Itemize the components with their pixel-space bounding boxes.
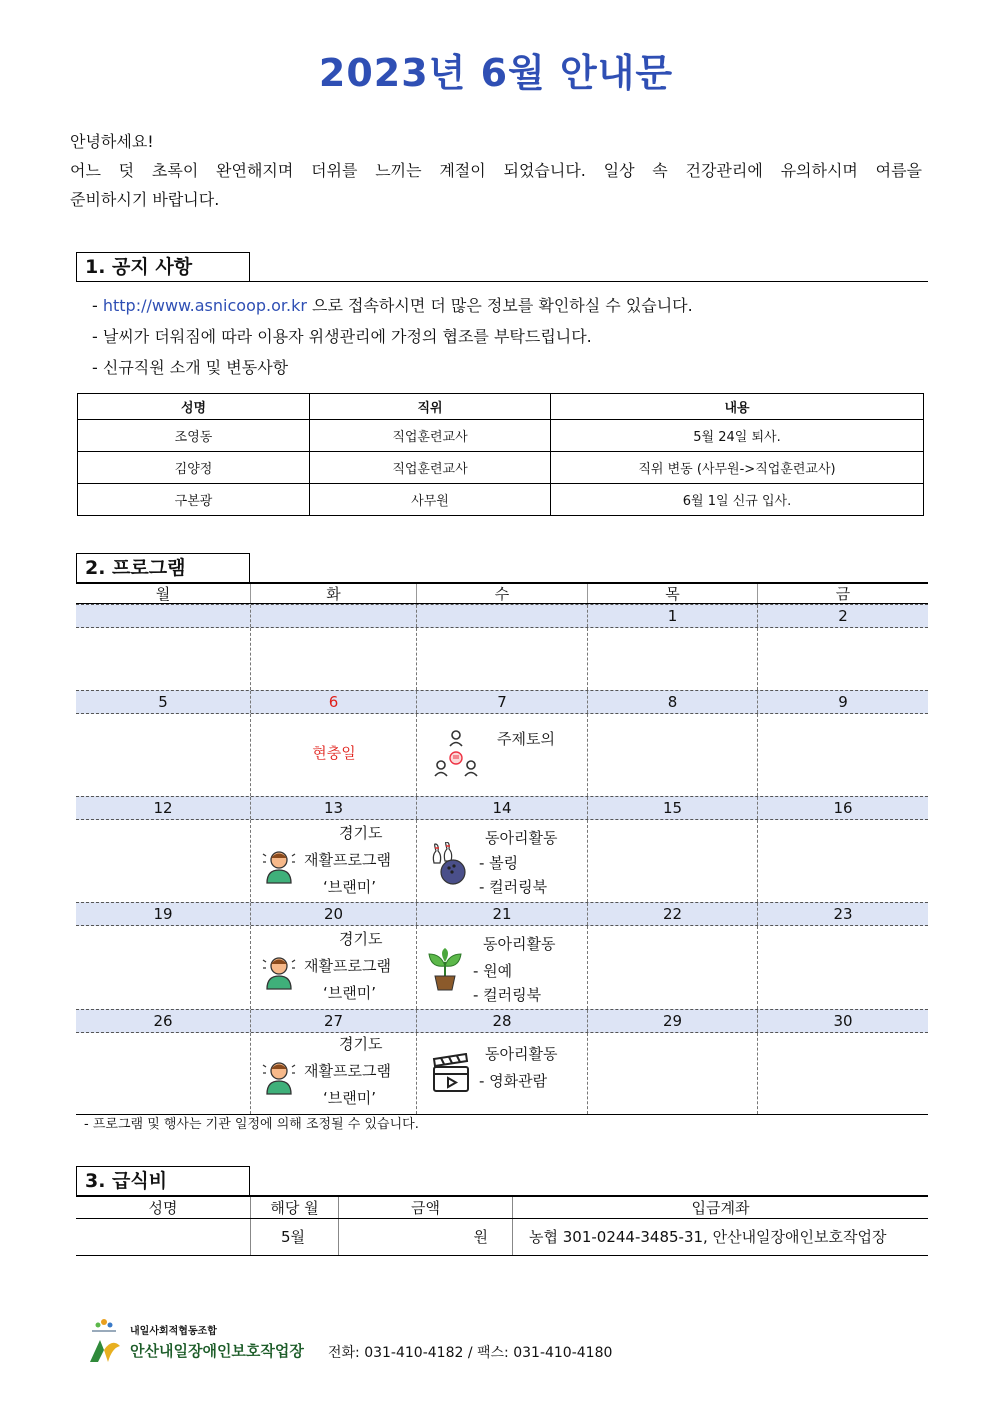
meal-account: 농협 301-0244-3485-31, 안산내일장애인보호작업장 bbox=[529, 1228, 887, 1246]
staff-name: 김양정 bbox=[78, 452, 310, 484]
week-events bbox=[76, 926, 928, 1009]
weekday-thu: 목 bbox=[588, 584, 758, 603]
plant-icon bbox=[427, 948, 463, 992]
table-row bbox=[78, 420, 924, 452]
program-note: - 프로그램 및 행사는 기관 일정에 의해 조정될 수 있습니다. bbox=[84, 1117, 419, 1132]
rehab-line3: ‘브랜미’ bbox=[323, 984, 377, 1002]
footer bbox=[86, 1316, 686, 1366]
meal-header-month: 해당 월 bbox=[251, 1197, 339, 1218]
club14-item1: - 볼링 bbox=[479, 854, 519, 872]
date-cell: 28 bbox=[417, 1010, 588, 1032]
staff-content: 직위 변동 (사무원->직업훈련교사) bbox=[551, 452, 924, 484]
date-cell: 2 bbox=[838, 607, 848, 625]
date-cell: 14 bbox=[417, 797, 588, 819]
meal-table-header bbox=[76, 1196, 928, 1219]
club21-item1: - 원예 bbox=[473, 962, 513, 980]
notice-item-hygiene: - 날씨가 더워짐에 따라 이용자 위생관리에 가정의 협조를 부탁드립니다. bbox=[92, 327, 592, 346]
rehab-person-icon bbox=[261, 954, 297, 990]
event-cell bbox=[588, 820, 758, 902]
event-cell bbox=[76, 820, 251, 902]
event-cell bbox=[758, 628, 928, 690]
rehab-line1: 경기도 bbox=[339, 1035, 383, 1053]
event-cell bbox=[251, 628, 417, 690]
week-dates bbox=[76, 604, 928, 628]
weekday-wed: 수 bbox=[417, 584, 588, 603]
event-cell bbox=[251, 926, 417, 1009]
event-cell bbox=[758, 926, 928, 1009]
staff-position: 직업훈련교사 bbox=[310, 420, 551, 452]
event-cell bbox=[417, 1033, 588, 1114]
rehab-line3: ‘브랜미’ bbox=[323, 878, 377, 896]
table-row bbox=[76, 1219, 928, 1256]
discussion-label: 주제토의 bbox=[497, 730, 555, 748]
date-cell: 19 bbox=[76, 903, 251, 925]
bowling-icon bbox=[429, 842, 467, 886]
date-cell: 15 bbox=[588, 797, 758, 819]
event-cell bbox=[758, 714, 928, 796]
staff-content: 6월 1일 신규 입사. bbox=[551, 484, 924, 516]
date-cell: 30 bbox=[833, 1012, 853, 1030]
weekday-fri: 금 bbox=[835, 585, 851, 603]
event-cell bbox=[588, 628, 758, 690]
event-cell bbox=[76, 714, 251, 796]
section1-header bbox=[76, 252, 928, 282]
date-cell: 23 bbox=[833, 905, 853, 923]
date-cell: 1 bbox=[588, 605, 758, 627]
meal-name bbox=[76, 1219, 251, 1255]
club28-title: 동아리활동 bbox=[485, 1045, 558, 1063]
meal-amount: 원 bbox=[339, 1219, 513, 1255]
staff-position: 직업훈련교사 bbox=[310, 452, 551, 484]
section3-header bbox=[76, 1166, 928, 1196]
event-cell bbox=[588, 714, 758, 796]
week-dates bbox=[76, 902, 928, 926]
date-cell: 7 bbox=[417, 691, 588, 713]
week-events bbox=[76, 820, 928, 902]
notice-item-website bbox=[92, 290, 693, 321]
event-cell bbox=[76, 1033, 251, 1114]
meal-header-amount: 금액 bbox=[339, 1197, 513, 1218]
rehab-line2: 재활프로그램 bbox=[304, 1062, 391, 1080]
calendar-weekdays bbox=[76, 583, 928, 604]
section1-heading: 1. 공지 사항 bbox=[76, 252, 250, 282]
website-link[interactable]: http://www.asnicoop.or.kr bbox=[102, 296, 307, 315]
intro-line2: 어느 덧 초록이 완연해지며 더위를 느끼는 계절이 되었습니다. 일상 속 건강관리에 유의하시며 여름을 bbox=[70, 161, 922, 180]
notice-website-text: 으로 접속하시면 더 많은 정보를 확인하실 수 있습니다. bbox=[306, 296, 693, 315]
club21-item2: - 컬러링북 bbox=[473, 986, 542, 1004]
date-cell: 16 bbox=[833, 799, 853, 817]
meal-month: 5월 bbox=[251, 1219, 339, 1255]
event-cell bbox=[76, 926, 251, 1009]
date-cell: 9 bbox=[838, 693, 848, 711]
week-dates bbox=[76, 1009, 928, 1033]
date-cell: 26 bbox=[76, 1010, 251, 1032]
event-cell bbox=[251, 1033, 417, 1114]
club21-title: 동아리활동 bbox=[483, 935, 556, 953]
table-row bbox=[78, 484, 924, 516]
event-cell bbox=[588, 1033, 758, 1114]
rehab-line2: 재활프로그램 bbox=[304, 851, 391, 869]
week-events bbox=[76, 1033, 928, 1115]
date-cell bbox=[417, 605, 588, 627]
staff-content: 5월 24일 퇴사. bbox=[551, 420, 924, 452]
section2-heading: 2. 프로그램 bbox=[76, 553, 250, 583]
rehab-person-icon bbox=[261, 848, 297, 884]
club14-title: 동아리활동 bbox=[485, 829, 558, 847]
discussion-icon bbox=[431, 728, 481, 780]
staff-name: 구본광 bbox=[78, 484, 310, 516]
weekday-mon: 월 bbox=[76, 584, 251, 603]
section2-header bbox=[76, 553, 928, 583]
staff-table-header bbox=[78, 394, 924, 420]
date-cell: 27 bbox=[251, 1010, 417, 1032]
club28-item1: - 영화관람 bbox=[479, 1072, 548, 1090]
date-cell: 8 bbox=[588, 691, 758, 713]
date-cell bbox=[251, 605, 417, 627]
date-cell: 20 bbox=[251, 903, 417, 925]
staff-header-content: 내용 bbox=[551, 394, 924, 420]
event-cell bbox=[588, 926, 758, 1009]
organization-logo bbox=[86, 1316, 122, 1364]
week-dates bbox=[76, 796, 928, 820]
event-cell bbox=[417, 628, 588, 690]
notice-dash: - bbox=[92, 296, 103, 315]
date-cell: 12 bbox=[76, 797, 251, 819]
meal-header-name: 성명 bbox=[76, 1197, 251, 1218]
date-cell: 5 bbox=[76, 691, 251, 713]
intro-greeting: 안녕하세요! bbox=[70, 132, 154, 151]
staff-position: 사무원 bbox=[310, 484, 551, 516]
rehab-line3: ‘브랜미’ bbox=[323, 1089, 377, 1107]
club14-item2: - 컬러링북 bbox=[479, 878, 548, 896]
notice-list bbox=[92, 290, 693, 383]
staff-table bbox=[77, 393, 924, 516]
event-cell bbox=[417, 714, 588, 796]
event-cell bbox=[758, 1033, 928, 1114]
rehab-line1: 경기도 bbox=[339, 824, 383, 842]
event-cell bbox=[758, 820, 928, 902]
event-cell bbox=[251, 714, 417, 796]
date-cell: 13 bbox=[251, 797, 417, 819]
event-cell bbox=[251, 820, 417, 902]
event-cell bbox=[76, 628, 251, 690]
clapperboard-icon bbox=[431, 1053, 471, 1093]
weekday-tue: 화 bbox=[251, 584, 417, 603]
rehab-line2: 재활프로그램 bbox=[304, 957, 391, 975]
meal-header-account: 입금계좌 bbox=[691, 1199, 750, 1217]
week-dates bbox=[76, 690, 928, 714]
staff-header-position: 직위 bbox=[310, 394, 551, 420]
rehab-person-icon bbox=[261, 1059, 297, 1095]
intro-text bbox=[70, 127, 922, 214]
date-cell bbox=[76, 605, 251, 627]
date-cell: 22 bbox=[588, 903, 758, 925]
week-events bbox=[76, 628, 928, 690]
date-cell-holiday: 6 bbox=[251, 691, 417, 713]
page-title: 2023년 6월 안내문 bbox=[318, 51, 674, 95]
contact-info: 전화: 031-410-4182 / 팩스: 031-410-4180 bbox=[328, 1345, 613, 1361]
program-calendar bbox=[76, 583, 928, 1115]
org-name: 안산내일장애인보호작업장 bbox=[130, 1342, 304, 1360]
event-cell bbox=[417, 926, 588, 1009]
org-name-small: 내일사회적협동조합 bbox=[130, 1326, 217, 1337]
table-row bbox=[78, 452, 924, 484]
section3-heading: 3. 급식비 bbox=[76, 1166, 250, 1196]
date-cell: 21 bbox=[417, 903, 588, 925]
notice-item-staff: - 신규직원 소개 및 변동사항 bbox=[92, 358, 289, 377]
rehab-line1: 경기도 bbox=[339, 930, 383, 948]
holiday-label: 현충일 bbox=[312, 744, 356, 762]
intro-line3: 준비하시기 바랍니다. bbox=[70, 190, 220, 209]
staff-name: 조영동 bbox=[78, 420, 310, 452]
week-events bbox=[76, 714, 928, 796]
event-cell bbox=[417, 820, 588, 902]
date-cell: 29 bbox=[588, 1010, 758, 1032]
staff-header-name: 성명 bbox=[78, 394, 310, 420]
